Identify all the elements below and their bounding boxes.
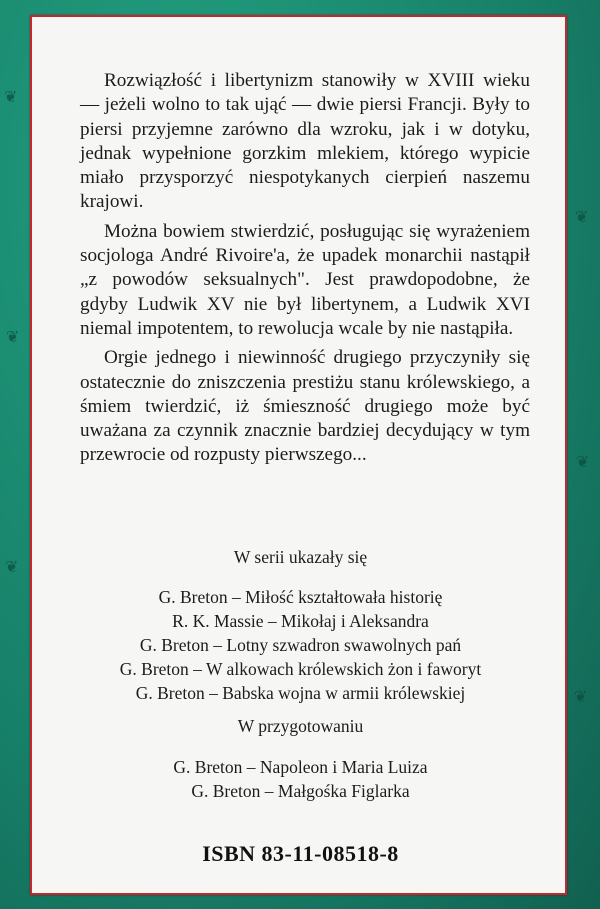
series-item: G. Breton – W alkowach królewskich żon i faworyt (119, 659, 482, 679)
series-item: G. Breton – Lotny szwadron swawolnych pań (139, 635, 462, 655)
series-list (32, 585, 569, 705)
series-item: G. Breton – Miłość kształtowała historię (158, 587, 443, 607)
blurb-text (80, 69, 530, 473)
isbn-label: ISBN 83-11-08518-8 (202, 841, 399, 866)
blurb-paragraph: Rozwiązłość i libertynizm stanowiły w XVIII wieku — jeżeli wolno to tak ująć — dwie piersi Francji. Były to piersi przyjemne zarówno dla wzroku, jak i w dotyku, jednak wypełnione gorzkim mlekiem, którego wypicie miało przysporzyć niespotykanych cierpień naszemu krajowi. (80, 70, 530, 213)
series-item: G. Breton – Babska wojna w armii królewskiej (135, 683, 466, 703)
preparation-item: G. Breton – Małgośka Figlarka (191, 781, 410, 801)
ornament-icon: ❦ (575, 209, 589, 226)
ornament-icon: ❦ (576, 454, 590, 471)
ornament-icon: ❦ (6, 329, 20, 346)
ornament-icon: ❦ (4, 89, 18, 106)
series-heading: W serii ukazały się (233, 547, 368, 567)
preparation-heading: W przygotowaniu (237, 716, 364, 736)
blurb-paragraph: Można bowiem stwierdzić, posługując się wyrażeniem socjologa André Rivoire'a, że upadek monarchii nastąpił „z powodów seksualnych". Jest prawdopodobne, że gdyby Ludwik XV nie był libertynem, a Ludwik XVI niemal impotentem, to rewolucja wcale by nie nastąpiła. (80, 220, 530, 339)
preparation-item: G. Breton – Napoleon i Maria Luiza (173, 757, 428, 777)
ornament-icon: ❦ (574, 689, 588, 706)
back-cover-panel (30, 15, 567, 895)
blurb-paragraph: Orgie jednego i niewinność drugiego przyczyniły się ostatecznie do zniszczenia prestiżu stanu królewskiego, a śmiem twierdzić, iż śmieszność drugiego może być uważana za czynnik znacznie bardziej decydujący w tym przewrocie od rozpusty pierwszego... (80, 347, 530, 466)
ornament-icon: ❦ (5, 559, 19, 576)
series-item: R. K. Massie – Mikołaj i Aleksandra (172, 611, 429, 631)
preparation-list (32, 755, 569, 803)
